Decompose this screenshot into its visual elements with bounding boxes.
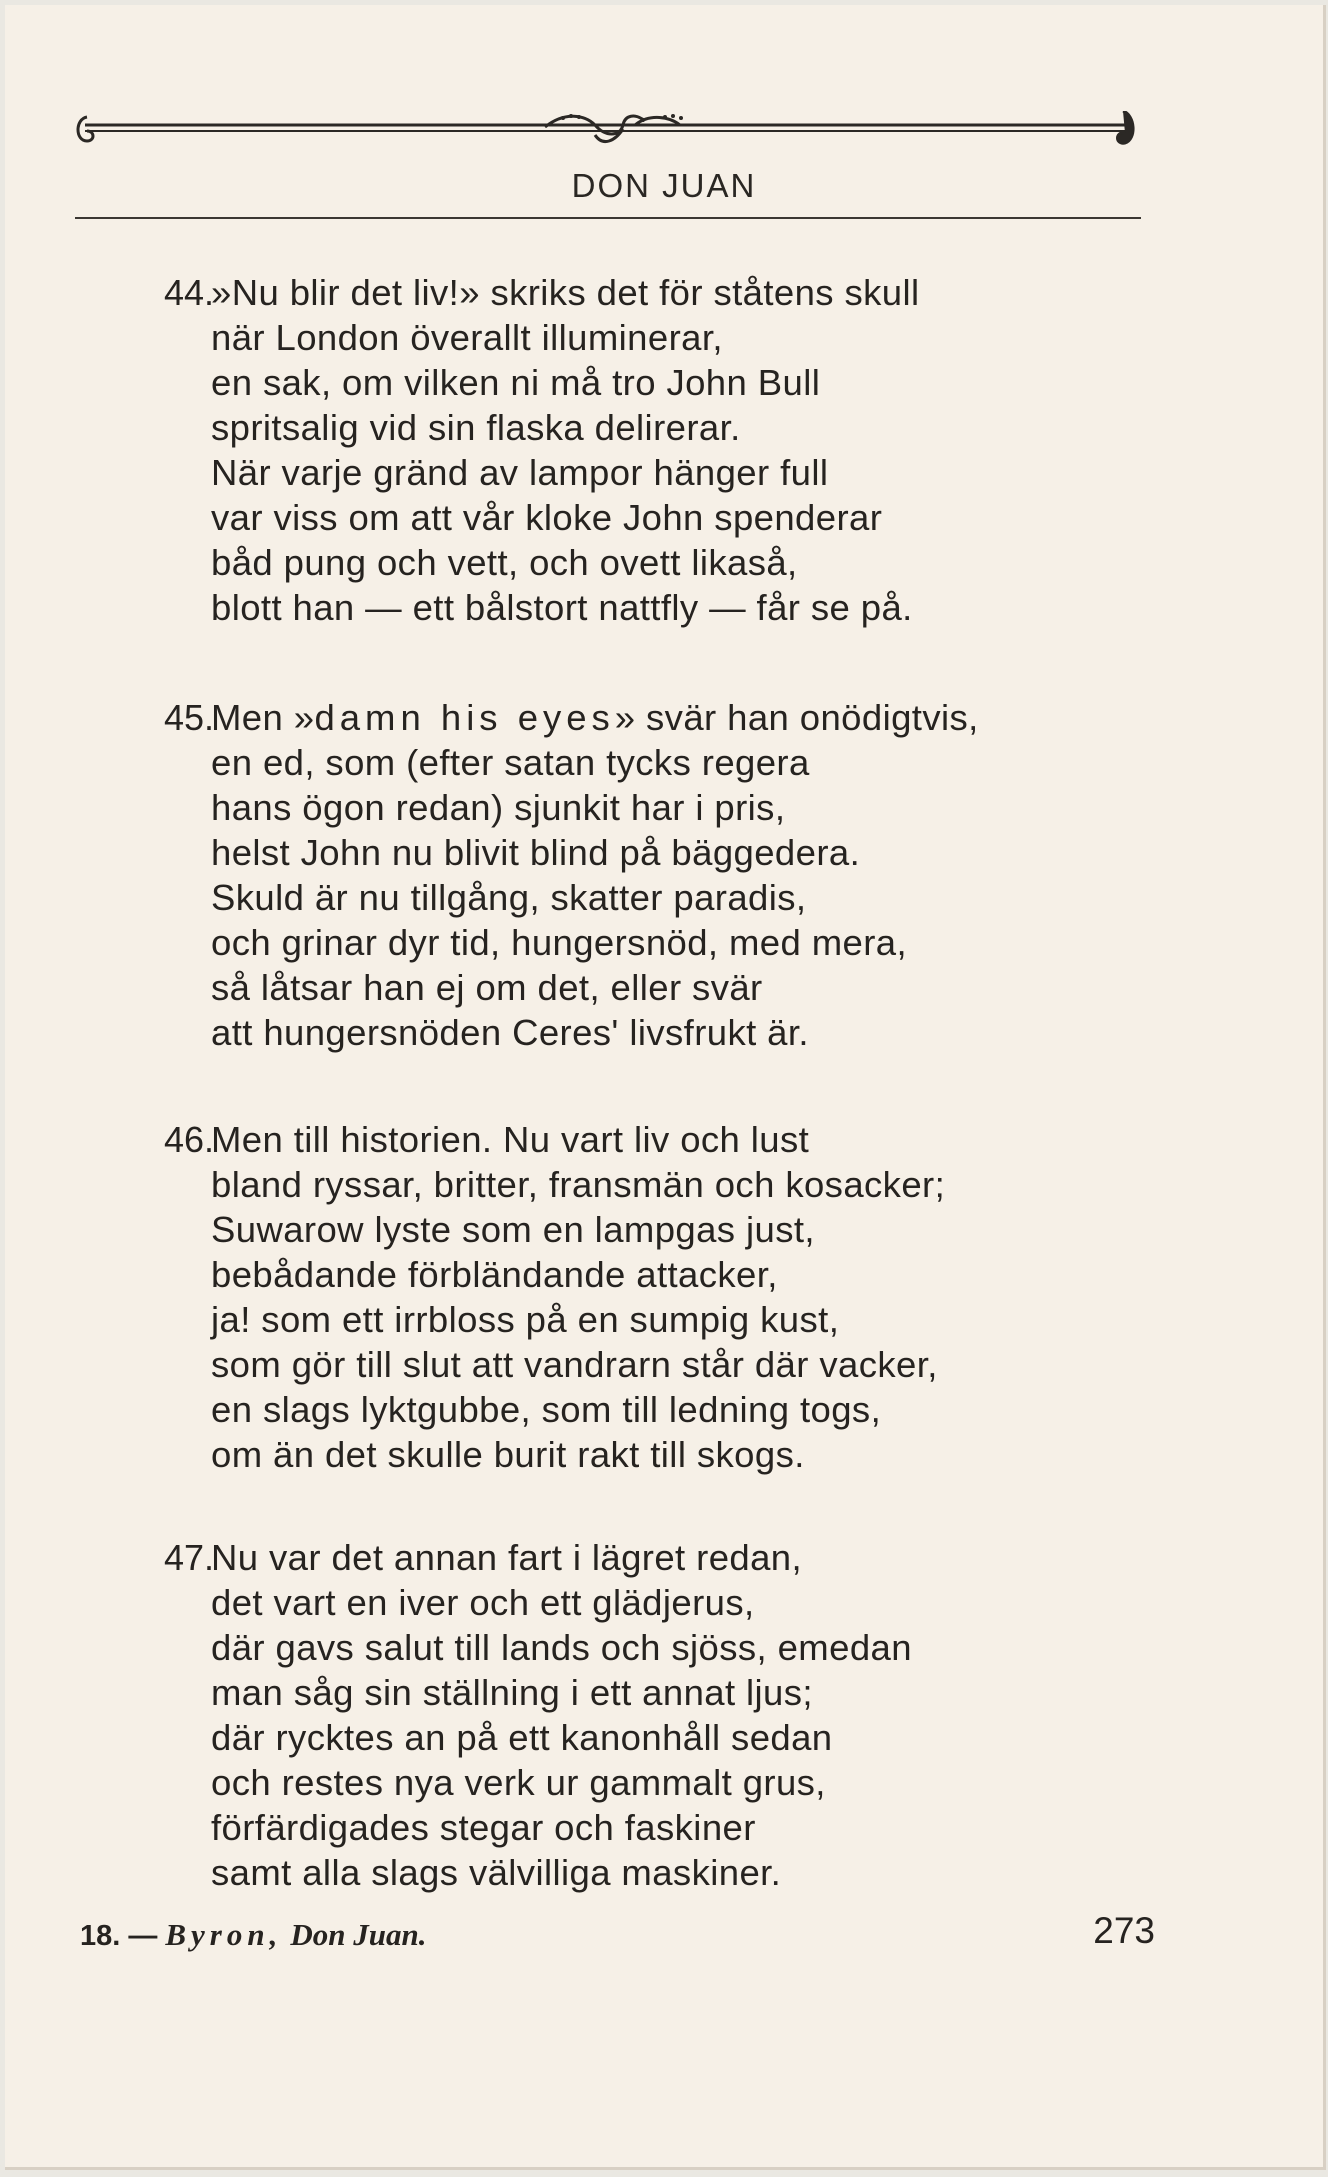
stanza-lines (211, 1117, 945, 1477)
stanza-lines (211, 695, 979, 1055)
verse-line: spritsalig vid sin flaska delirerar. (211, 407, 741, 448)
verse-line: som gör till slut att vandrarn står där vacker, (211, 1344, 938, 1385)
verse-line: blott han — ett bålstort nattfly — får se på. (211, 587, 913, 628)
verse-line: var viss om att vår kloke John spenderar (211, 497, 883, 538)
verse-line: en ed, som (efter satan tycks regera (211, 742, 810, 783)
stanza-lines (211, 1535, 912, 1895)
verse-line: om än det skulle burit rakt till skogs. (211, 1434, 805, 1475)
verse-line: När varje gränd av lampor hänger full (211, 452, 829, 493)
signature-mark (80, 1917, 427, 1953)
verse-line: bland ryssar, britter, fransmän och kosacker; (211, 1164, 946, 1205)
verse-line: och restes nya verk ur gammalt grus, (211, 1762, 826, 1803)
verse-line: helst John nu blivit blind på bäggedera. (211, 832, 861, 873)
verse-line: »Nu blir det liv!» skriks det för ståtens skull (211, 272, 920, 313)
stanza-number: 46. (163, 1119, 214, 1160)
verse-line: en slags lyktgubbe, som till ledning togs, (211, 1389, 882, 1430)
header-ornament (75, 111, 1135, 171)
verse-line: Men till historien. Nu vart liv och lust (211, 1119, 810, 1160)
verse-line: båd pung och vett, och ovett likaså, (211, 542, 798, 583)
verse-line: hans ögon redan) sjunkit har i pris, (211, 787, 786, 828)
signature-author: Byron, (165, 1917, 283, 1952)
stanza-number: 44. (163, 272, 214, 313)
verse-line: och grinar dyr tid, hungersnöd, med mera, (211, 922, 908, 963)
signature-number: 18. (80, 1920, 121, 1952)
book-page (5, 5, 1326, 2170)
verse-line: det vart en iver och ett glädjerus, (211, 1582, 755, 1623)
verse-line: en sak, om vilken ni må tro John Bull (211, 362, 821, 403)
stanza-number: 45. (163, 697, 214, 738)
signature-title: Don Juan. (290, 1917, 427, 1952)
verse-line: Nu var det annan fart i lägret redan, (211, 1537, 803, 1578)
verse-text: Men » (211, 697, 315, 738)
ornament-center-flourish (545, 116, 680, 141)
verse-line: när London överallt illuminerar, (211, 317, 723, 358)
verse-line: förfärdigades stegar och faskiner (211, 1807, 756, 1848)
page-number: 273 (1093, 1910, 1155, 1951)
running-title: DON JUAN (571, 167, 757, 204)
verse-line: samt alla slags välvilliga maskiner. (211, 1852, 782, 1893)
header-rule (75, 217, 1141, 219)
verse-line: Suwarow lyste som en lampgas just, (211, 1209, 815, 1250)
stanza-lines (211, 270, 920, 630)
verse-line: där gavs salut till lands och sjöss, emedan (211, 1627, 912, 1668)
verse-line: att hungersnöden Ceres' livsfrukt är. (211, 1012, 809, 1053)
verse-line: där rycktes an på ett kanonhåll sedan (211, 1717, 833, 1758)
signature-dash: — (128, 1920, 158, 1952)
ornament-right-scroll (1118, 111, 1134, 143)
spaced-phrase: damn his eyes (314, 697, 615, 738)
verse-line: ja! som ett irrbloss på en sumpig kust, (211, 1299, 840, 1340)
verse-line: så låtsar han ej om det, eller svär (211, 967, 763, 1008)
verse-line: bebådande förbländande attacker, (211, 1254, 778, 1295)
ornament-left-scroll (78, 117, 93, 141)
verse-line: Skuld är nu tillgång, skatter paradis, (211, 877, 807, 918)
verse-line: man såg sin ställning i ett annat ljus; (211, 1672, 813, 1713)
verse-text: » svär han onödigtvis, (614, 697, 979, 738)
stanza-number: 47. (163, 1537, 214, 1578)
verse-line (211, 695, 979, 740)
